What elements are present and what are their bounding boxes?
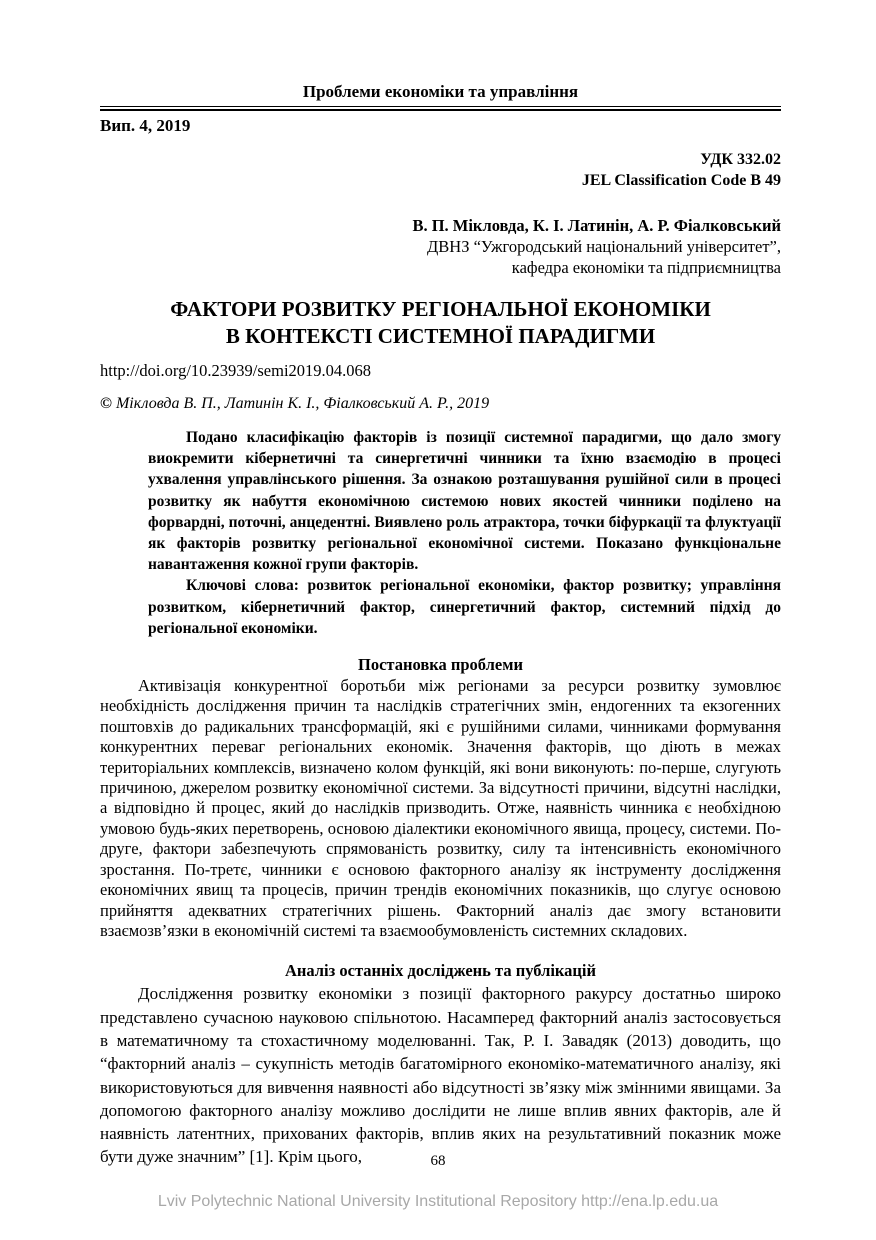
page-number: 68 [430, 1153, 446, 1169]
keywords-text: Ключові слова: розвиток регіональної економіки, фактор розвитку; управління розвитком, кібернетичний фактор, синергетичний фактор, системний підхід до регіональної економіки. [148, 577, 781, 637]
article-title-line2: В КОНТЕКСТІ СИСТЕМНОЇ ПАРАДИГМИ [225, 324, 656, 348]
section-paragraph: Дослідження розвитку економіки з позиції факторного ракурсу достатньо широко представлено сучасною науковою спільнотою. Насамперед факторний аналіз застосовується в математичному та стохастичному моделюванні. Так, Р. І. Завадяк (2013) доводить, що “факторний аналіз – сукупність методів багатомірного економіко-математичного аналізу, які використовуються для вивчення наявності або відсутності зв’язку між змінними явищами. За допомогою факторного аналізу можливо дослідити не лише вплив явних факторів, але й наявність латентних, прихованих факторів, вплив яких на результативний показник може бути дуже значним” [1]. Крім цього, [100, 984, 781, 1167]
page-content [100, 0, 781, 1169]
section-paragraph: Активізація конкурентної боротьби між регіонами за ресурси розвитку зумовлює необхідність дослідження причин та наслідків стратегічних змін, ендогенних та екзогенних поштовхів до радикальних трансформацій, які є рушійними силами, чинниками формування конкурентних переваг регіональних економік. Значення факторів, що діють в межах територіальних комплексів, визначено колом функцій, які вони виконують: по-перше, слугують причиною, джерелом розвитку економічної системи. За відсутності причини, відсутні наслідки, а відповідно й процес, який до наслідків призводить. Отже, наявність чинника є необхідною умовою будь-яких перетворень, основою діалектики економічного явища, процесу, системи. По-друге, фактори забезпечують спрямованість розвитку, силу та інтенсивність економічного зростання. По-третє, чинники є основою факторного аналізу як інструменту дослідження економічних явищ та процесів, причин трендів економічних показників, що слугує основою прийняття адекватних стратегічних рішень. Факторний аналіз дає змогу встановити взаємозв’язки в економічній системі та взаємообумовленість системних складових. [100, 676, 781, 940]
authors-block [100, 215, 781, 278]
copyright-line [100, 394, 781, 414]
section-heading-recent-research: Аналіз останніх досліджень та публікацій [284, 961, 597, 981]
author-names: В. П. Мікловда, К. І. Латинін, А. Р. Фіалковський [412, 216, 781, 235]
affiliation-department: кафедра економіки та підприємництва [511, 258, 781, 277]
abstract-block [148, 427, 781, 639]
abstract-text: Подано класифікацію факторів із позиції системної парадигми, що дало змогу виокремити кібернетичні та синергетичні чинники та їхню взаємодію в процесі ухвалення управлінського рішення. За ознакою розташування рушійної сили в процесі розвитку як набуття економічною системою нових якостей чинники поділено на форвардні, поточні, анцедентні. Виявлено роль атрактора, точки біфуркації та флуктуації як факторів розвитку регіональної економічної системи. Показано функціональне навантаження кожної групи факторів. [148, 429, 781, 574]
copyright-symbol: © [100, 395, 112, 412]
copyright-text: Мікловда В. П., Латинін К. І., Фіалковський А. Р., 2019 [115, 395, 490, 412]
header-double-rule [100, 106, 781, 111]
jel-code: JEL Classification Code B 49 [581, 172, 781, 189]
affiliation-university: ДВНЗ “Ужгородський національний університет”, [427, 237, 781, 256]
section-heading-problem-statement: Постановка проблеми [358, 655, 523, 675]
udk-code: УДК 332.02 [700, 151, 781, 168]
issue-label: Вип. 4, 2019 [100, 116, 191, 135]
article-title-line1: ФАКТОРИ РОЗВИТКУ РЕГІОНАЛЬНОЇ ЕКОНОМІКИ [170, 297, 711, 321]
classification-block [100, 149, 781, 191]
article-title [100, 296, 781, 350]
journal-header-title: Проблеми економіки та управління [302, 82, 579, 101]
repository-footer: Lviv Polytechnic National University Institutional Repository http://ena.lp.edu.ua [157, 1193, 719, 1210]
doi-text: http://doi.org/10.23939/semi2019.04.068 [100, 361, 372, 380]
